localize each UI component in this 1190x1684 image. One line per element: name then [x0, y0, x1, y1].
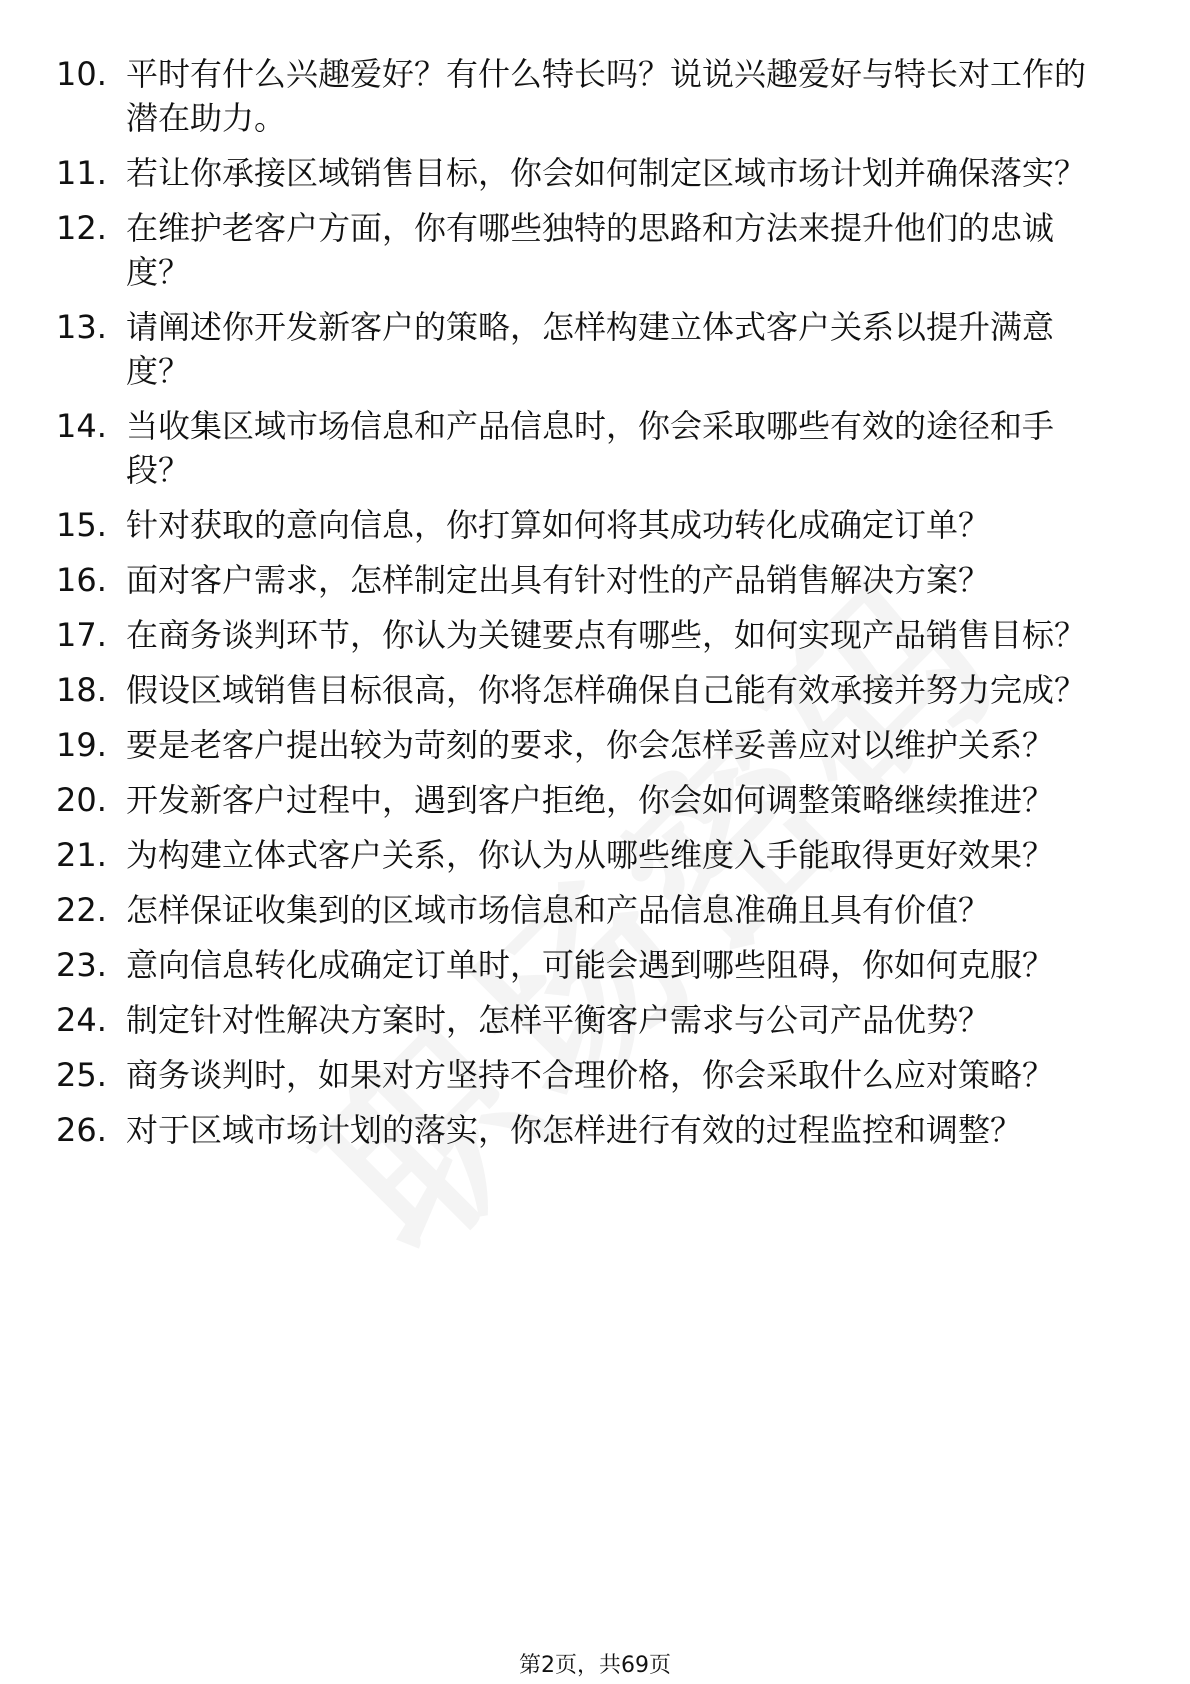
question-item-16	[56, 558, 1116, 602]
question-item-10	[56, 52, 1116, 140]
question-number: 23.	[56, 946, 107, 984]
question-text: 在维护老客户方面，你有哪些独特的思路和方法来提升他们的忠诚度？	[126, 209, 1055, 291]
question-text: 怎样保证收集到的区域市场信息和产品信息准确且具有价值？	[126, 891, 991, 929]
question-item-19	[56, 723, 1116, 767]
question-item-13	[56, 305, 1116, 393]
question-number: 17.	[56, 616, 107, 654]
question-item-18	[56, 668, 1116, 712]
question-number: 13.	[56, 308, 107, 346]
question-number: 20.	[56, 781, 107, 819]
question-item-24	[56, 998, 1116, 1042]
question-item-12	[56, 206, 1116, 294]
page-number-label: 第2页，共69页	[519, 1653, 671, 1678]
question-text: 面对客户需求，怎样制定出具有针对性的产品销售解决方案？	[126, 561, 991, 599]
question-item-14	[56, 404, 1116, 492]
question-item-25	[56, 1053, 1116, 1097]
question-number: 10.	[56, 55, 107, 93]
question-text: 对于区域市场计划的落实，你怎样进行有效的过程监控和调整？	[126, 1111, 1023, 1149]
question-text: 为构建立体式客户关系，你认为从哪些维度入手能取得更好效果？	[126, 836, 1055, 874]
question-item-22	[56, 888, 1116, 932]
question-text: 针对获取的意向信息，你打算如何将其成功转化成确定订单？	[126, 506, 991, 544]
question-number: 24.	[56, 1001, 107, 1039]
question-text: 制定针对性解决方案时，怎样平衡客户需求与公司产品优势？	[126, 1001, 991, 1039]
question-item-23	[56, 943, 1116, 987]
question-list	[56, 52, 1116, 1163]
question-number: 26.	[56, 1111, 107, 1149]
question-text: 假设区域销售目标很高，你将怎样确保自己能有效承接并努力完成？	[126, 671, 1087, 709]
question-number: 25.	[56, 1056, 107, 1094]
question-item-11	[56, 151, 1116, 195]
question-item-15	[56, 503, 1116, 547]
question-number: 18.	[56, 671, 107, 709]
question-text: 商务谈判时，如果对方坚持不合理价格，你会采取什么应对策略？	[126, 1056, 1055, 1094]
question-number: 12.	[56, 209, 107, 247]
question-text: 若让你承接区域销售目标，你会如何制定区域市场计划并确保落实？	[126, 154, 1087, 192]
page-footer	[0, 1652, 1190, 1680]
question-item-20	[56, 778, 1116, 822]
question-text: 要是老客户提出较为苛刻的要求，你会怎样妥善应对以维护关系？	[126, 726, 1055, 764]
question-item-21	[56, 833, 1116, 877]
question-text: 平时有什么兴趣爱好？有什么特长吗？说说兴趣爱好与特长对工作的潜在助力。	[126, 55, 1087, 137]
question-number: 19.	[56, 726, 107, 764]
question-number: 11.	[56, 154, 107, 192]
question-number: 15.	[56, 506, 107, 544]
question-number: 14.	[56, 407, 107, 445]
question-text: 当收集区域市场信息和产品信息时，你会采取哪些有效的途径和手段？	[126, 407, 1055, 489]
question-text: 意向信息转化成确定订单时，可能会遇到哪些阻碍，你如何克服？	[126, 946, 1055, 984]
question-text: 在商务谈判环节，你认为关键要点有哪些，如何实现产品销售目标？	[126, 616, 1087, 654]
question-number: 22.	[56, 891, 107, 929]
question-number: 16.	[56, 561, 107, 599]
question-text: 开发新客户过程中，遇到客户拒绝，你会如何调整策略继续推进？	[126, 781, 1055, 819]
question-item-17	[56, 613, 1116, 657]
question-item-26	[56, 1108, 1116, 1152]
question-number: 21.	[56, 836, 107, 874]
question-text: 请阐述你开发新客户的策略，怎样构建立体式客户关系以提升满意度？	[126, 308, 1055, 390]
